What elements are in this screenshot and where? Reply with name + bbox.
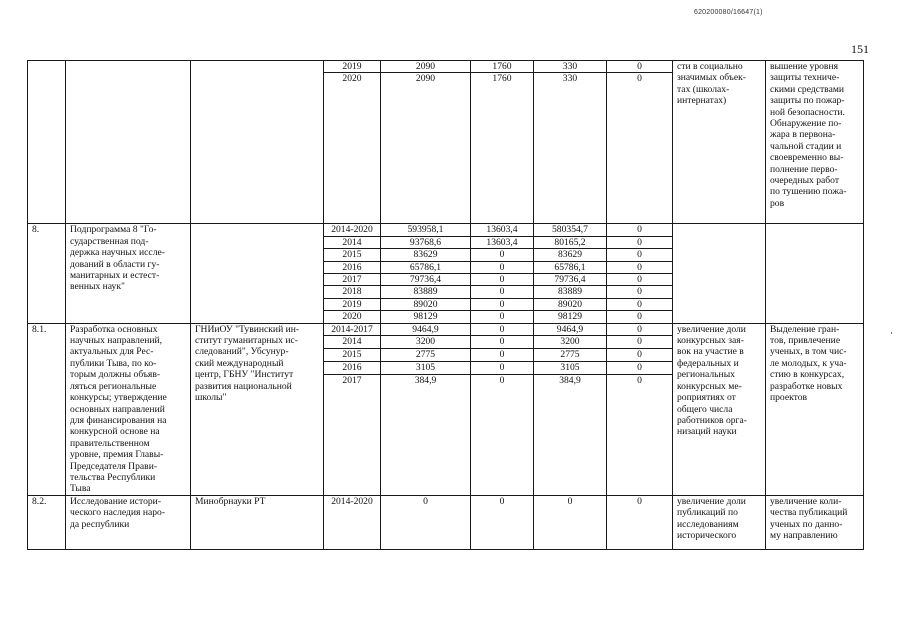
- federal-cell: 0: [471, 249, 534, 261]
- total-cell: 89020: [381, 298, 471, 310]
- regional-cell: 384,9: [534, 374, 607, 495]
- regional-cell: 3105: [534, 361, 607, 374]
- federal-cell: 0: [471, 495, 534, 549]
- other-cell: 0: [607, 261, 673, 273]
- year-cell: 2016: [324, 361, 381, 374]
- federal-cell: 0: [471, 374, 534, 495]
- total-cell: 9464,9: [381, 323, 471, 336]
- other-cell: 0: [607, 349, 673, 362]
- year-cell: 2018: [324, 286, 381, 298]
- year-cell: 2014-2020: [324, 495, 381, 549]
- regional-cell: 89020: [534, 298, 607, 310]
- other-cell: 0: [607, 374, 673, 495]
- total-cell: 79736,4: [381, 274, 471, 286]
- other-cell: 0: [607, 274, 673, 286]
- executor-cell: [191, 224, 324, 323]
- other-cell: 0: [607, 61, 673, 73]
- margin-mark: [891, 332, 892, 334]
- federal-cell: 13603,4: [471, 224, 534, 236]
- page-number: 151: [851, 42, 869, 56]
- name-cell: [66, 61, 191, 224]
- regional-cell: 65786,1: [534, 261, 607, 273]
- regional-cell: 80165,2: [534, 236, 607, 248]
- regional-cell: 79736,4: [534, 274, 607, 286]
- other-cell: 0: [607, 361, 673, 374]
- regional-cell: 330: [534, 61, 607, 73]
- other-cell: 0: [607, 249, 673, 261]
- total-cell: 0: [381, 495, 471, 549]
- document-id: 620200080/16647(1): [694, 9, 763, 16]
- other-cell: 0: [607, 336, 673, 349]
- executor-cell: Минобрнауки РТ: [191, 495, 324, 549]
- table-row: [28, 61, 864, 73]
- year-cell: 2019: [324, 298, 381, 310]
- result-cell: увеличение коли- чества публикаций ученых по данно- му направлению: [766, 495, 864, 549]
- result-cell: Выделение гран- тов, привлечение ученых, в том чис- ле молодых, к уча- стию в конкурсах, разработке новых проектов: [766, 323, 864, 495]
- other-cell: 0: [607, 224, 673, 236]
- federal-cell: 13603,4: [471, 236, 534, 248]
- indicator-cell: увеличение доли конкурсных зая- вок на участие в федеральных и региональных конкурсных ме- роприятиях от общего числа работников орга- низаций науки: [673, 323, 766, 495]
- federal-cell: 0: [471, 286, 534, 298]
- regional-cell: 98129: [534, 311, 607, 323]
- federal-cell: 1760: [471, 61, 534, 73]
- other-cell: 0: [607, 286, 673, 298]
- num-cell: 8.: [28, 224, 66, 323]
- executor-cell: [191, 61, 324, 224]
- federal-cell: 0: [471, 298, 534, 310]
- executor-cell: ГНИиОУ "Тувинский ин- ститут гуманитарных ис- следований", Убсунур- ский международный центр, ГБНУ "Институт развития национальной школы": [191, 323, 324, 495]
- total-cell: 2775: [381, 349, 471, 362]
- other-cell: 0: [607, 298, 673, 310]
- other-cell: 0: [607, 73, 673, 224]
- total-cell: 83889: [381, 286, 471, 298]
- regional-cell: 3200: [534, 336, 607, 349]
- name-cell: Исследование истори- ческого наследия наро- да республики: [66, 495, 191, 549]
- other-cell: 0: [607, 236, 673, 248]
- regional-cell: 2775: [534, 349, 607, 362]
- year-cell: 2014: [324, 336, 381, 349]
- name-cell: Разработка основных научных направлений, актуальных для Рес- публики Тыва, по ко- торым должны объяв- ляться региональные конкурсы; утверждение основных направлений для финансирования на конкурсной основе на правительственном уровне, премия Главы- Председателя Прави- тельства Республики Тыва: [66, 323, 191, 495]
- federal-cell: 0: [471, 274, 534, 286]
- total-cell: 65786,1: [381, 261, 471, 273]
- num-cell: [28, 61, 66, 224]
- regional-cell: 580354,7: [534, 224, 607, 236]
- year-cell: 2020: [324, 311, 381, 323]
- federal-cell: 0: [471, 361, 534, 374]
- year-cell: 2020: [324, 73, 381, 224]
- total-cell: 98129: [381, 311, 471, 323]
- program-table: [27, 60, 864, 550]
- year-cell: 2014-2017: [324, 323, 381, 336]
- total-cell: 93768,6: [381, 236, 471, 248]
- federal-cell: 1760: [471, 73, 534, 224]
- total-cell: 2090: [381, 73, 471, 224]
- federal-cell: 0: [471, 261, 534, 273]
- other-cell: 0: [607, 311, 673, 323]
- regional-cell: 330: [534, 73, 607, 224]
- federal-cell: 0: [471, 349, 534, 362]
- indicator-cell: сти в социально значимых объек- тах (школах- интернатах): [673, 61, 766, 224]
- year-cell: 2019: [324, 61, 381, 73]
- result-cell: [766, 224, 864, 323]
- indicator-cell: увеличение доли публикаций по исследованиям исторического: [673, 495, 766, 549]
- year-cell: 2017: [324, 374, 381, 495]
- table-row: [28, 495, 864, 549]
- num-cell: 8.2.: [28, 495, 66, 549]
- total-cell: 3200: [381, 336, 471, 349]
- year-cell: 2014-2020: [324, 224, 381, 236]
- name-cell: Подпрограмма 8 "Го- сударственная под- держка научных иссле- дований в области гу- манитарных и естест- венных наук": [66, 224, 191, 323]
- indicator-cell: [673, 224, 766, 323]
- other-cell: 0: [607, 323, 673, 336]
- federal-cell: 0: [471, 336, 534, 349]
- result-cell: вышение уровня защиты техниче- скими средствами защиты по пожар- ной безопасности. Обнаружение по- жара в первона- чальной стадии и своевременно вы- полнение перво- очередных работ по тушению пожа- ров: [766, 61, 864, 224]
- total-cell: 3105: [381, 361, 471, 374]
- federal-cell: 0: [471, 311, 534, 323]
- total-cell: 593958,1: [381, 224, 471, 236]
- federal-cell: 0: [471, 323, 534, 336]
- regional-cell: 9464,9: [534, 323, 607, 336]
- regional-cell: 0: [534, 495, 607, 549]
- total-cell: 2090: [381, 61, 471, 73]
- regional-cell: 83629: [534, 249, 607, 261]
- num-cell: 8.1.: [28, 323, 66, 495]
- year-cell: 2017: [324, 274, 381, 286]
- total-cell: 384,9: [381, 374, 471, 495]
- total-cell: 83629: [381, 249, 471, 261]
- table-row: [28, 323, 864, 336]
- regional-cell: 83889: [534, 286, 607, 298]
- table-row: [28, 224, 864, 236]
- year-cell: 2016: [324, 261, 381, 273]
- year-cell: 2015: [324, 349, 381, 362]
- year-cell: 2015: [324, 249, 381, 261]
- other-cell: 0: [607, 495, 673, 549]
- year-cell: 2014: [324, 236, 381, 248]
